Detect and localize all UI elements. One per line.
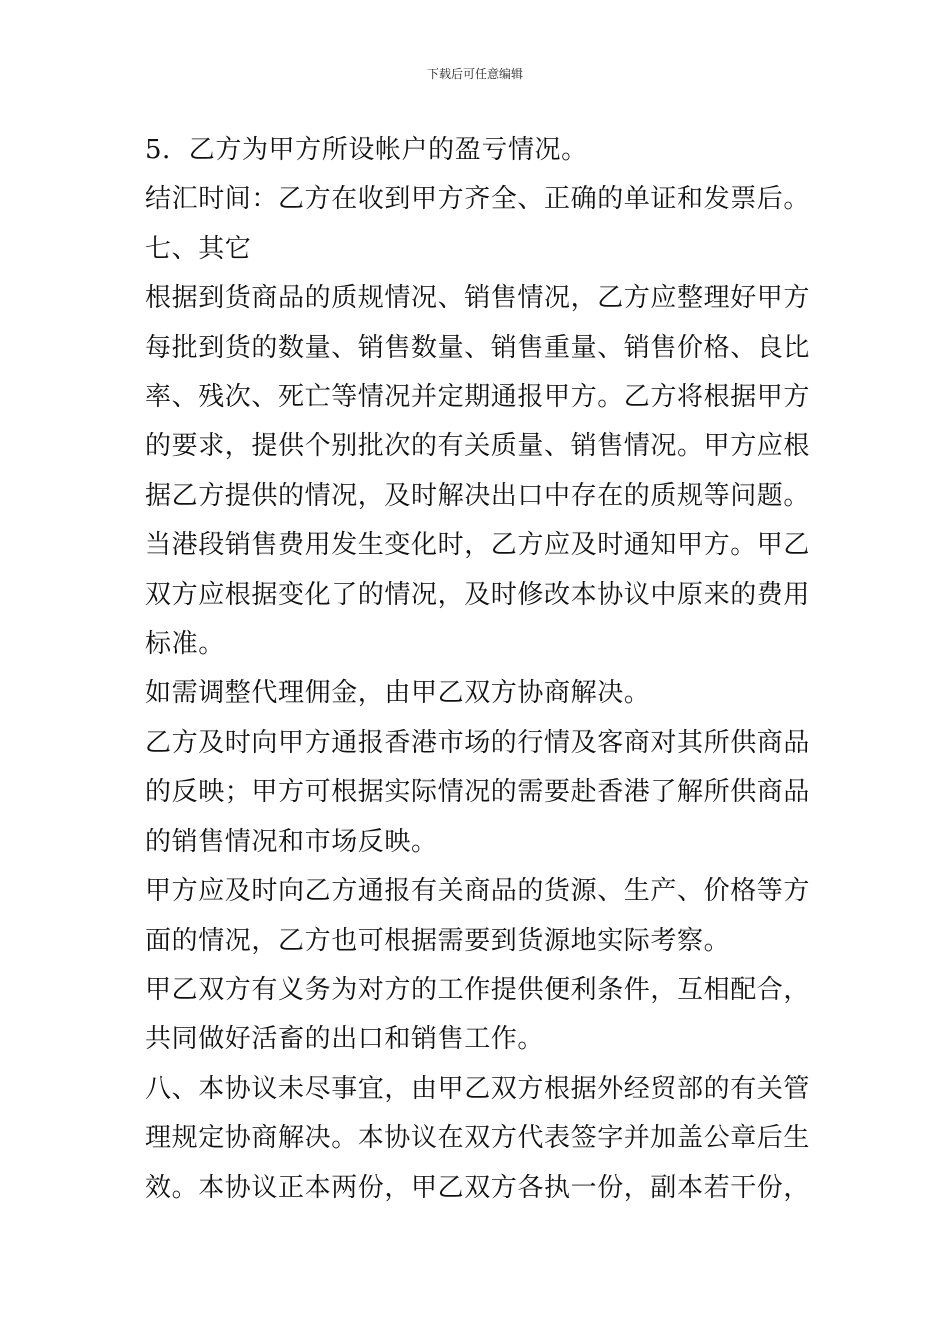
paragraph-market-info: 乙方及时向甲方通报香港市场的行情及客商对其所供商品的反映；甲方可根据实际情况的需要赴香港了解所供商品的销售情况和市场反映。 [145, 727, 811, 857]
document-body [145, 126, 810, 1213]
paragraph-account-profit-loss: 5．乙方为甲方所设帐户的盈亏情况。 [145, 135, 588, 165]
paragraph-cooperation: 甲乙双方有义务为对方的工作提供便利条件，互相配合，共同做好活畜的出口和销售工作。 [145, 974, 811, 1055]
paragraph-quality-sales-report: 根据到货商品的质规情况、销售情况，乙方应整理好甲方每批到货的数量、销售数量、销售重量、销售价格、良比率、残次、死亡等情况并定期通报甲方。乙方将根据甲方的要求，提供个别批次的有关质量、销售情况。甲方应根据乙方提供的情况，及时解决出口中存在的质规等问题。 [145, 283, 811, 511]
section-heading-other: 七、其它 [145, 233, 252, 264]
page-header: 下载后可任意编辑 [426, 67, 523, 81]
paragraph-commission-adjust: 如需调整代理佣金，由甲乙双方协商解决。 [145, 678, 651, 709]
paragraph-supply-info: 甲方应及时向乙方通报有关商品的货源、生产、价格等方面的情况，乙方也可根据需要到货源地实际考察。 [145, 876, 811, 956]
paragraph-cost-change: 当港段销售费用发生变化时，乙方应及时通知甲方。甲乙双方应根据变化了的情况，及时修改本协议中原来的费用标准。 [145, 530, 811, 660]
section-heading-misc-terms: 八、本协议未尽事宜，由甲乙双方根据外经贸部的有关管理规定协商解决。本协议在双方代表签字并加盖公章后生效。本协议正本两份，甲乙双方各执一份，副本若干份， [145, 1073, 811, 1203]
paragraph-settlement-time: 结汇时间：乙方在收到甲方齐全、正确的单证和发票后。 [145, 184, 811, 215]
